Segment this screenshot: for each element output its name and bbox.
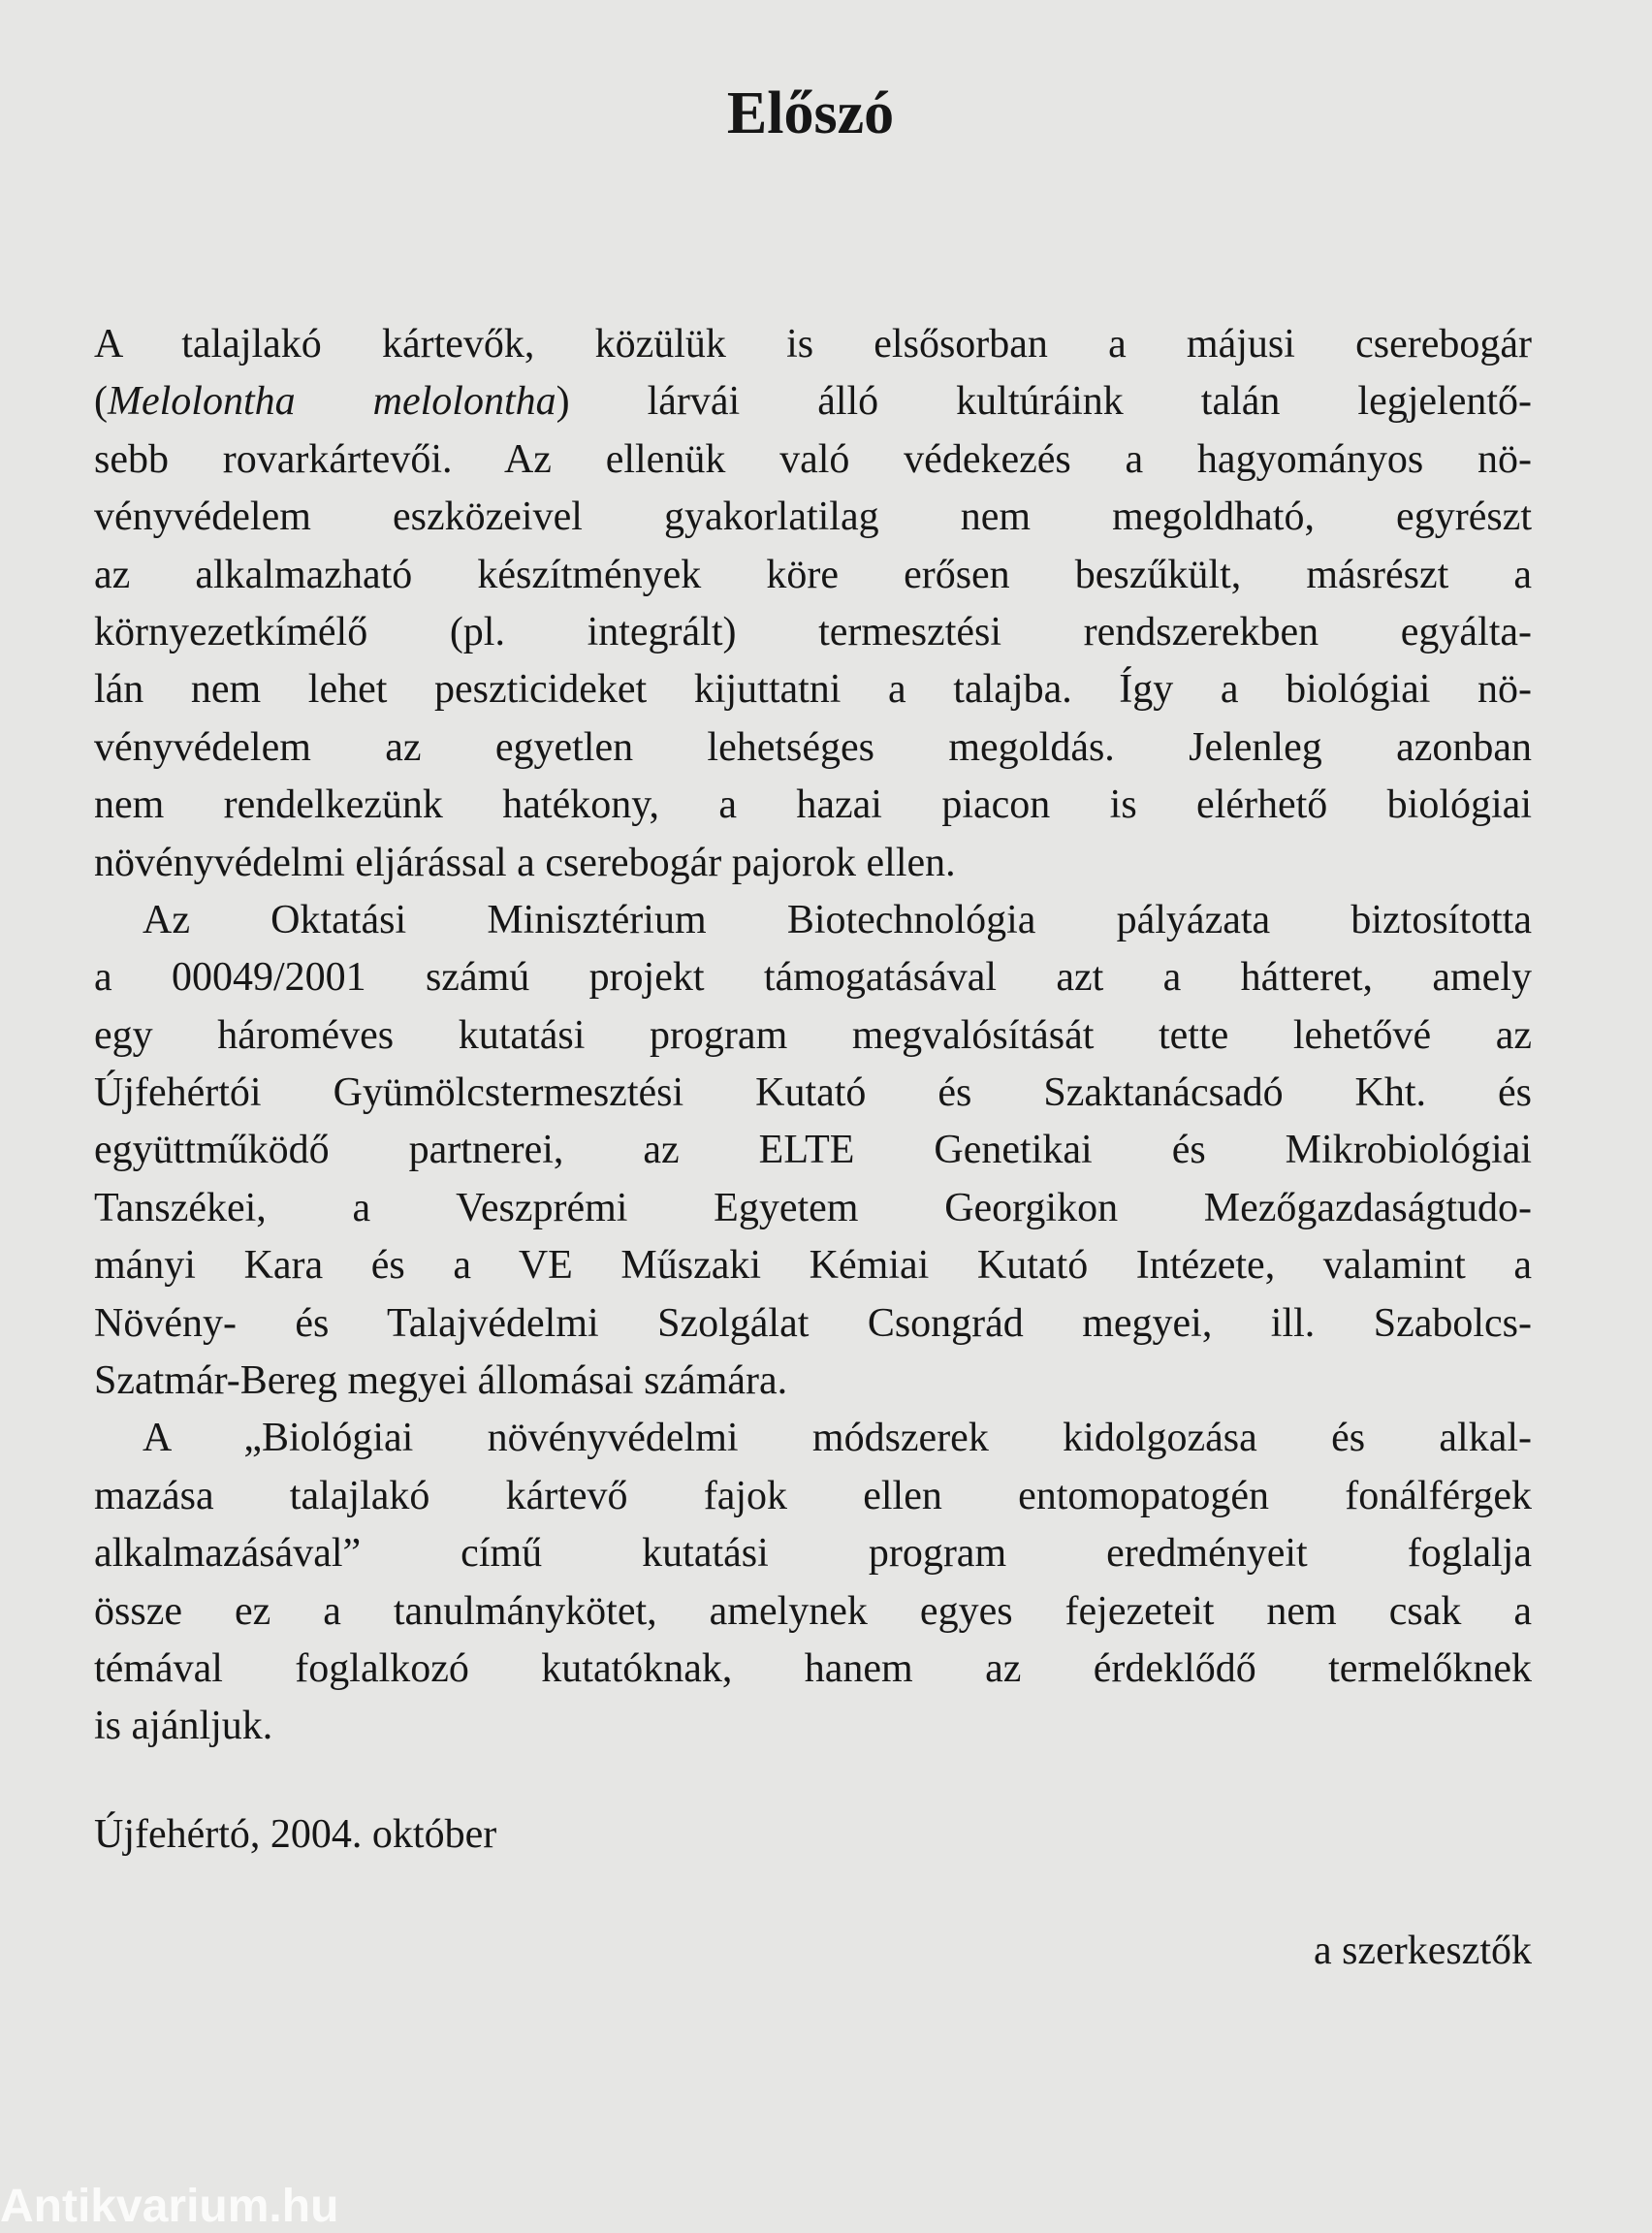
text-line: növényvédelmi eljárással a cserebogár pajorok ellen. (94, 840, 956, 885)
signature: a szerkesztők (1313, 1929, 1532, 1973)
text-line: össze ez a tanulmánykötet, amelynek egyes fejezeteit nem csak a (94, 1588, 1532, 1634)
text-line: együttműködő partnerei, az ELTE Genetikai és Mikrobiológiai (94, 1128, 1532, 1173)
place-date: Újfehértó, 2004. október (94, 1812, 497, 1857)
text-line: vényvédelem az egyetlen lehetséges megoldás. Jelenleg azonban (94, 724, 1532, 770)
text-segment: ( (94, 379, 108, 425)
text-line: környezetkímélő (pl. integrált) termesztési rendszerekben egyálta- (94, 609, 1532, 654)
text-line: egy hároméves kutatási program megvalósítását tette lehetővé az (94, 1012, 1532, 1058)
text-line: is ajánljuk. (94, 1704, 273, 1749)
text-line: Tanszékei, a Veszprémi Egyetem Georgikon Mezőgazdaságtudo- (94, 1185, 1532, 1230)
text-line: a 00049/2001 számú projekt támogatásával azt a hátteret, amely (94, 955, 1532, 1001)
text-line: Szatmár-Bereg megyei állomásai számára. (94, 1358, 788, 1404)
text-line: mányi Kara és a VE Műszaki Kémiai Kutató Intézete, valamint a (94, 1243, 1532, 1289)
watermark: Antikvarium.hu (0, 2181, 339, 2232)
text-line: témával foglalkozó kutatóknak, hanem az érdeklődő termelőknek (94, 1645, 1532, 1691)
text-line: Újfehértói Gyümölcstermesztési Kutató és Szaktanácsadó Kht. és (94, 1070, 1532, 1116)
text-line: vényvédelem eszközeivel gyakorlatilag nem megoldható, egyrészt (94, 494, 1532, 540)
text-line: A talajlakó kártevők, közülük is elsősorban a májusi cserebogár (94, 322, 1532, 367)
species-name: Melolontha melolontha (108, 379, 556, 425)
text-line: nem rendelkezünk hatékony, a hazai piacon is elérhető biológiai (94, 782, 1532, 828)
text-line: Az Oktatási Minisztérium Biotechnológia pályázata biztosította (143, 897, 1532, 942)
text-line (94, 373, 1532, 431)
text-line: lán nem lehet peszticideket kijuttatni a talajba. Így a biológiai nö- (94, 667, 1532, 713)
text-line: alkalmazásával” című kutatási program eredményeit foglalja (94, 1531, 1532, 1577)
text-segment: ) lárvái álló kultúráink talán legjelentő- (556, 379, 1532, 425)
preface-body (94, 316, 1532, 1756)
text-line: az alkalmazható készítmények köre erősen beszűkült, másrészt a (94, 552, 1532, 597)
text-line: sebb rovarkártevői. Az ellenük való védekezés a hagyományos nö- (94, 436, 1532, 482)
text-line: A „Biológiai növényvédelmi módszerek kidolgozása és alkal- (143, 1416, 1532, 1461)
page-title: Előszó (726, 80, 895, 146)
text-line: mazása talajlakó kártevő fajok ellen entomopatogén fonálférgek (94, 1473, 1532, 1518)
text-line: Növény- és Talajvédelmi Szolgálat Csongrád megyei, ill. Szabolcs- (94, 1300, 1532, 1346)
